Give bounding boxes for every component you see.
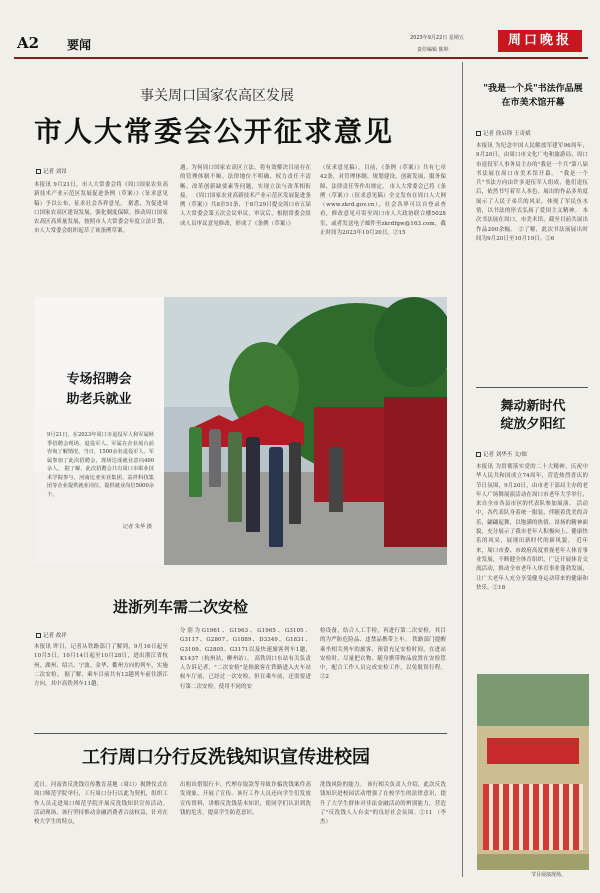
editor-credit: 责任编辑 陈婷 [417, 47, 449, 53]
dance-headline: 舞动新时代 绽放夕阳红 [500, 399, 566, 432]
bank-story-column-1: 近日，河南省反洗钱宣传教育基地（周口）揭牌仪式在周口师范学院举行，工行周口分行以此为契机，组织工作人员走进周口师范学院开展反洗钱知识宣传活动。 活动现场，该行坚持推动金融消费者合法权益，针对在校大学生的特点， [34, 782, 168, 826]
byline-marker-icon [36, 633, 41, 638]
train-story-column-2: 分别为G1961、G1963、G1965、G3105、G3117、G2807、G1889、D3349、G1831、G3109、G2805、G3171以及快速旅客列车1趟，K1437（杭州站，柳州站）。 高铁周口东站有关负责人告诉记者，"二次安检"是指旅客在铁路进入火车站候车厅前，已经过一次安检，但在乘车前，还需要进行第二次安检，使用不同的安 [180, 628, 311, 690]
dance-byline [476, 450, 527, 458]
newspaper-logo: 周口晚报 [498, 30, 582, 52]
lead-byline-text: 记者 刘昂 [43, 169, 67, 175]
section-name: 要闻 [67, 38, 92, 52]
dance-text: 本报讯 为贯彻落实党的二十大精神，庆祝中华人民共和国成立74周年，营造热烈喜庆的节日氛围，9月20日，由市老干部局主办的老年人广场舞展演活动在周口市老年大学举行，来自全市各县市区的代表队参加展演。 活动中，各代表队身着统一服装，伴随着优美的音乐，翩翩起舞，以饱满的热情、昂扬的精神面貌，充分展示了我市老年人积极向上、健康快乐的风采，展现出新时代的新风貌。 近年来，周口市委、市政府高度重视老年人体育事业发展，不断健全体育组织，广泛开展体育交流活动，推动全市老年人体育事业蓬勃发展，让广大老年人充分享受健身运动带来的健康和快乐。②18 [476, 464, 588, 591]
story-divider [34, 733, 447, 734]
bank-story-column-2: 出租出借银行卡、代理存取款等导致诈骗洗钱案件高发现象，开展了宣传。该行工作人员还向学生们发放宣传资料，讲解反洗钱基本知识，使同学们认识到洗钱的危害，提高学生防范意识。 [180, 782, 311, 816]
train-story-headline: 进浙列车需二次安检 [113, 598, 249, 616]
exhibition-byline [476, 129, 531, 137]
exhibition-byline-text: 记者 徐启锋 王奇斌 [483, 131, 531, 137]
photo-story-title: 专场招聘会 助老兵就业 [66, 372, 132, 407]
train-story-column-3: 检设备，结合人工手检，再进行第二次安检，其目的为严防危险品、违禁品携带上车。 铁路部门提醒乘坐相关列车的旅客，预留充足安检时间，在进站安检时，尽量把衣物、随身携带物品放置在安检筐中，配合工作人员完成安检工作，以免耽误行程。②2 [320, 628, 446, 681]
exhibition-text: 本报讯 为纪念中国人民解放军建军96周年，9月20日，由周口市文化广电和旅游局、周口市退役军人事务局主办的"我是一个兵"第八届书法展在周口市美术馆开幕。 "我是一个兵"书法方向由许多退伍军人组成，他们退伍后，依然书写着军人本色。展出的作品多角度展示了人民子弟兵的风采，体现了军民鱼水情，以书法的形式弘扬了爱国主义精神。 本次书法展在周口，市美术馆，截至目前共展出作品200余幅。 ②了解，此次书法展展出时间为9月20日至10月19日。②6 [476, 143, 588, 242]
bank-story-column-3: 洗钱风险的能力。 该行相关负责人介绍，此次反洗钱知识进校园活动增强了在校学生的法律意识，提升了大学生群体对非法金融活动的辨别能力，营造了"反洗钱人人有责"的良好社会氛围。②11 （李杰） [320, 782, 446, 826]
header-rule [14, 57, 588, 59]
exhibition-headline: "我是一个兵"书法作品展 在市美术馆开幕 [483, 84, 583, 108]
bank-story-headline: 工行周口分行反洗钱知识宣传进校园 [82, 747, 370, 768]
byline-marker-icon [36, 169, 41, 174]
byline-marker-icon [476, 452, 481, 457]
photo-credit: 记者 朱华 摄 [122, 524, 152, 530]
lead-headline: 市人大常委会公开征求意见 [34, 115, 395, 148]
issue-date: 2023年9月22日 星期五 [410, 35, 464, 41]
dance-byline-text: 记者 刘华丕 文/图 [483, 452, 527, 458]
column-divider [462, 62, 463, 877]
lead-column-3: （征求意见稿）。目前，《条例（草案）》共有七章42条，对管理体制、规划建设、创新发展、服务保障、法律责任等作出规定。 市人大常委会已将《条例（草案）》（征求意见稿）全文发布在周口人大网（www.zkrd.gov.cn），社会各界可以自登录查看，修改意见可寄至周口市人大政协联合楼5028室，或者发送电子邮件至zkrdfgw@163.com，截止时间为2023年10月20日。②15 [320, 165, 446, 237]
train-story-byline-text: 记者 故祥 [43, 633, 67, 639]
story-divider [476, 387, 588, 388]
lead-column-2: 遇。为何周口国家农高区立法，将有效解决目前存在的管理体制不顺、法律地位不明确、权力责任不清晰、改革创新缺要素等问题，实现立法与改革相衔接。 《周口国家农业高新技术产业示范区发展促进条例（草案）》共8章51条，于8月29日提交周口市五届人大常委会第五次会议审议，审议后，根据常委会组成人员审议意见修改，形成了《条例（草案）》 [180, 165, 311, 227]
byline-marker-icon [476, 131, 481, 136]
dance-photo [477, 674, 589, 870]
train-story-byline [36, 631, 67, 639]
job-fair-photo [34, 297, 447, 565]
photo-story-text: 9月21日，在2023年周口市退役军人和军属秋季招聘会现场，退役军人、军属在企业展台前咨询了解情况。当日，1500余名退役军人、军属参加了此次招聘会，现场达成就业意向400余人。 据了解，此次招聘会共有周口市职业技术学院参与，河南比亚实业集团、益祥科技集团等企业提供就业岗位，提供就业岗位5000余个。 [47, 432, 154, 498]
lead-byline [36, 167, 67, 175]
lead-column-1: 本报讯 9月21日，市人大常委会将《周口国家农业高新技术产业示范区发展促进条例（草案）》（征求意见稿）予以公布，征求社会各界意见。 据悉，为促进周口国家农高区建设发展，强化制度保障，推动周口国家农高区高质量发展，按照市人大常委会年度立法计划，市人大常委会组织起草了该条例草案。 [34, 182, 168, 235]
lead-kicker: 事关周口国家农高区发展 [140, 88, 294, 104]
photo-caption: 节目展演现场。 [531, 872, 567, 878]
page-number: A2 [17, 34, 40, 52]
train-story-column-1: 本报讯 昨日，记者从铁路部门了解到，9月16日起至10月5日，10月14日起至10月28日，进出浙江省杭州、湖州、绍兴、宁波、金华、衢州方向的列车，实施二次安检。 据了解，乘车目前共有12趟列车前往浙江方向，其中高铁列车11趟， [34, 644, 168, 688]
